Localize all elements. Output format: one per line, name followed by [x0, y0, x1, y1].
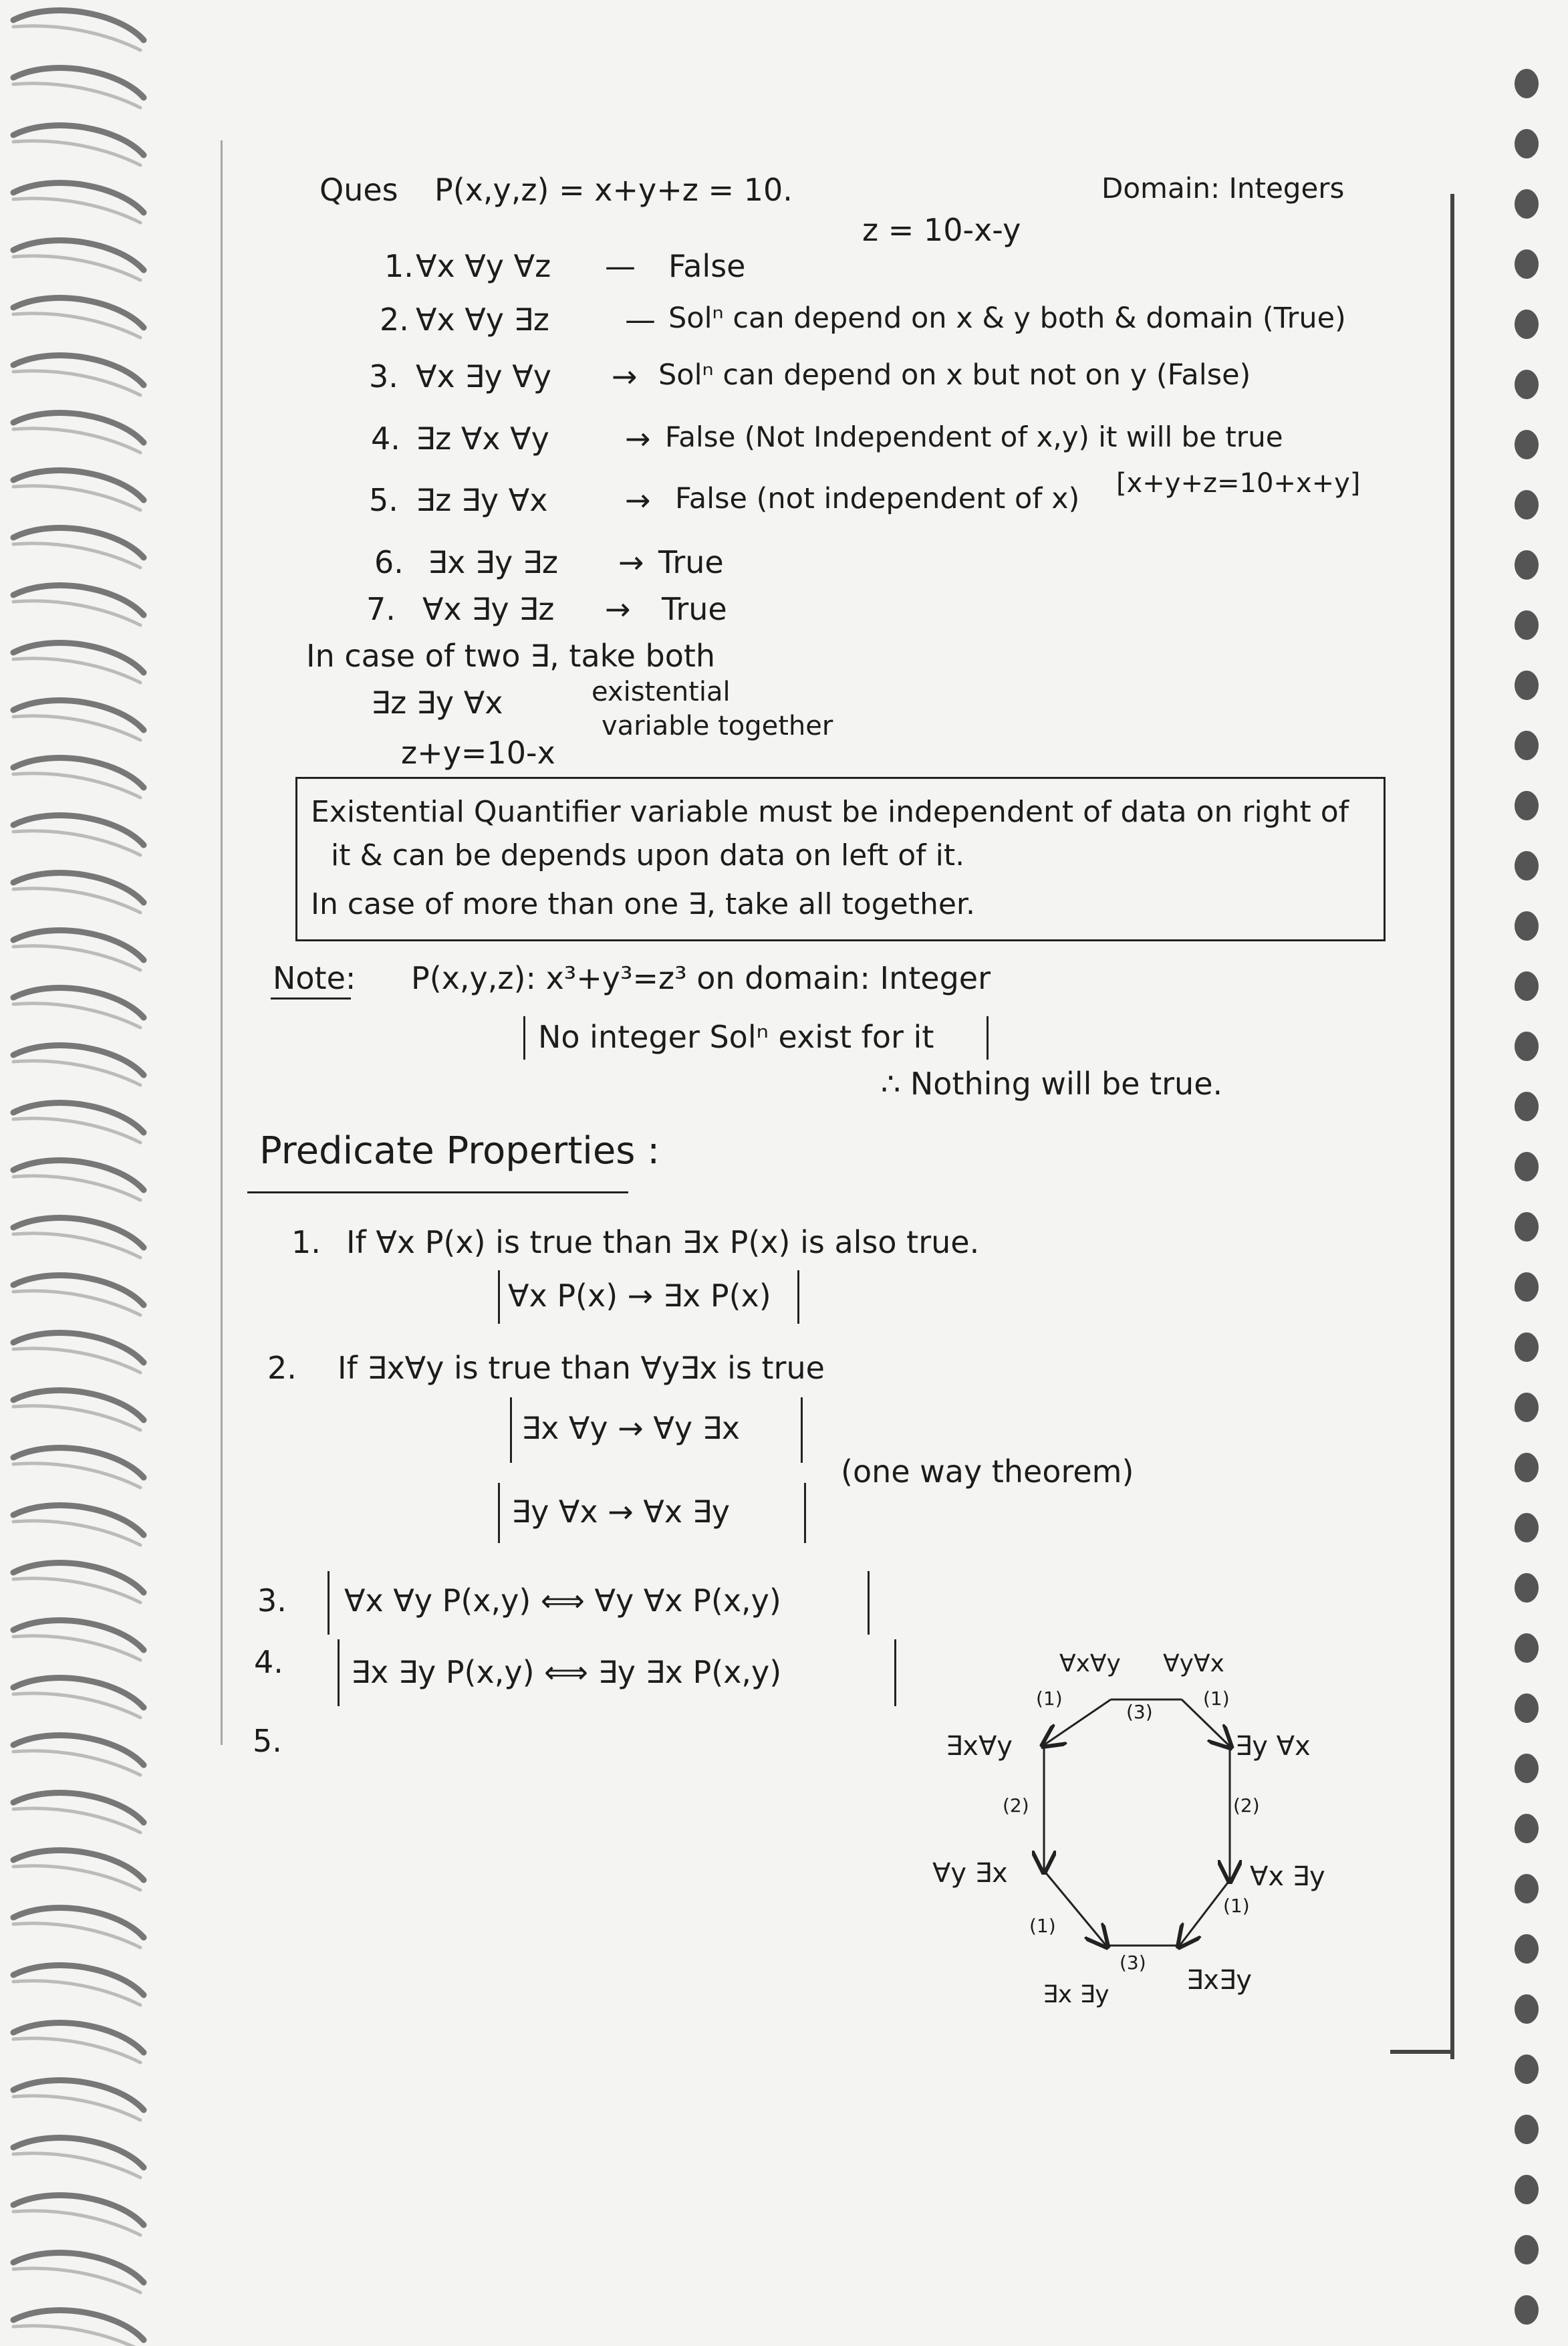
punched-hole — [1515, 1754, 1539, 1783]
punched-hole — [1515, 1814, 1539, 1843]
note-label: Note: — [273, 960, 356, 996]
spiral-coil-highlight — [13, 199, 140, 223]
edge-label: (3) — [1126, 1701, 1153, 1723]
item-number: 3. — [369, 358, 398, 394]
item-quantifiers: ∀x ∀y ∃z — [416, 302, 549, 338]
punched-holes — [1488, 0, 1568, 2346]
punched-hole — [1515, 550, 1539, 580]
punched-hole — [1515, 249, 1539, 279]
item-separator: → — [612, 358, 638, 394]
punched-hole — [1515, 1573, 1539, 1603]
punched-hole — [1515, 189, 1539, 219]
property-2-number: 2. — [267, 1350, 297, 1386]
spiral-coil-highlight — [13, 1808, 140, 1833]
spiral-coil-highlight — [13, 371, 140, 395]
spiral-coil-highlight — [13, 1521, 140, 1545]
spiral-binding — [0, 0, 154, 2346]
punched-hole — [1515, 731, 1539, 760]
case-note-line1: In case of two ∃, take both — [306, 638, 716, 674]
punched-hole — [1515, 851, 1539, 881]
item-number: 7. — [366, 591, 396, 627]
case-note-existential: existential — [592, 677, 731, 707]
punched-hole — [1515, 791, 1539, 820]
spiral-coil-highlight — [13, 1578, 140, 1603]
spiral-coil-highlight — [13, 1463, 140, 1488]
property-1-number: 1. — [291, 1224, 321, 1260]
spiral-coil-highlight — [13, 1348, 140, 1373]
node-low-left: ∀y ∃x — [932, 1858, 1008, 1889]
node-low-right: ∀x ∃y — [1250, 1861, 1325, 1892]
note-text: P(x,y,z): x³+y³=z³ on domain: Integer — [411, 960, 991, 996]
spiral-coil-highlight — [13, 1406, 140, 1430]
note-conclusion: ∴ Nothing will be true. — [881, 1066, 1223, 1102]
punched-hole — [1515, 971, 1539, 1001]
domain-label: Domain: Integers — [1101, 172, 1345, 205]
item-separator: → — [625, 421, 651, 457]
item-quantifiers: ∃z ∃y ∀x — [416, 482, 548, 518]
punched-hole — [1515, 1393, 1539, 1422]
spiral-coil-highlight — [13, 2326, 140, 2346]
node-mid-right: ∃y ∀x — [1235, 1731, 1311, 1762]
punched-hole — [1515, 1272, 1539, 1302]
punched-hole — [1515, 1934, 1539, 1964]
punched-hole — [1515, 2115, 1539, 2144]
one-way-theorem-note: (one way theorem) — [841, 1453, 1134, 1490]
spiral-coil-highlight — [13, 889, 140, 913]
punched-hole — [1515, 671, 1539, 700]
item-number: 1. — [384, 248, 414, 284]
property-4-formula: ∃x ∃y P(x,y) ⟺ ∃y ∃x P(x,y) — [351, 1654, 782, 1690]
punched-hole — [1515, 1453, 1539, 1482]
spiral-coil-highlight — [13, 2038, 140, 2063]
property-2-text: If ∃x∀y is true than ∀y∃x is true — [338, 1350, 825, 1386]
heading-underline — [247, 1191, 628, 1193]
right-margin-corner — [1390, 2050, 1454, 2054]
node-bottom-left: ∃x ∃y — [1043, 1981, 1109, 2008]
node-top-right: ∀y∀x — [1163, 1650, 1224, 1677]
item-result: Solⁿ can depend on x & y both & domain (True) — [668, 302, 1346, 335]
property-1-text: If ∀x P(x) is true than ∃x P(x) is also true. — [346, 1224, 980, 1260]
punched-hole — [1515, 2175, 1539, 2204]
item-separator: → — [618, 544, 644, 580]
case-note-equation: z+y=10-x — [401, 735, 555, 771]
spiral-coil-highlight — [13, 84, 140, 108]
property-5-number: 5. — [253, 1723, 282, 1759]
punched-hole — [1515, 1994, 1539, 2024]
item-result: False (not independent of x) — [675, 482, 1080, 515]
edge-label: (3) — [1120, 1952, 1146, 1974]
spiral-coil-highlight — [13, 1061, 140, 1085]
item-result: False (Not Independent of x,y) it will be true — [665, 421, 1283, 453]
item-number: 6. — [374, 544, 404, 580]
property-2-formula-2: ∃y ∀x → ∀x ∃y — [511, 1494, 730, 1530]
spiral-coil-highlight — [13, 486, 140, 510]
side-note: [x+y+z=10+x+y] — [1116, 468, 1361, 499]
spiral-coil-highlight — [13, 1866, 140, 1890]
punched-hole — [1515, 1633, 1539, 1663]
spiral-coil-highlight — [13, 256, 140, 280]
punched-hole — [1515, 2295, 1539, 2325]
no-solution-text: No integer Solⁿ exist for it — [538, 1019, 934, 1055]
spiral-coil-highlight — [13, 1693, 140, 1718]
punched-hole — [1515, 2055, 1539, 2084]
edge-label: (2) — [1233, 1794, 1260, 1816]
node-bottom-right: ∃x∃y — [1186, 1965, 1252, 1996]
question-statement: P(x,y,z) = x+y+z = 10. — [434, 172, 793, 208]
property-3-formula: ∀x ∀y P(x,y) ⟺ ∀y ∀x P(x,y) — [344, 1582, 781, 1619]
spiral-coil-highlight — [13, 1636, 140, 1660]
item-separator: — — [605, 248, 636, 284]
punched-hole — [1515, 1693, 1539, 1723]
spiral-coil-highlight — [13, 1176, 140, 1200]
punched-hole — [1515, 310, 1539, 339]
rule-line2: it & can be depends upon data on left of it. — [331, 838, 965, 872]
item-result: True — [658, 544, 724, 580]
item-result: True — [662, 591, 727, 627]
item-number: 5. — [369, 482, 398, 518]
spiral-coil-highlight — [13, 1291, 140, 1315]
edge-label: (2) — [1003, 1794, 1029, 1816]
item-quantifiers: ∃z ∀x ∀y — [416, 421, 549, 457]
derived-equation: z = 10-x-y — [862, 212, 1021, 248]
spiral-coil-highlight — [13, 831, 140, 855]
item-quantifiers: ∀x ∀y ∀z — [416, 248, 551, 284]
item-result: False — [668, 248, 746, 284]
spiral-coil-highlight — [13, 2211, 140, 2235]
punched-hole — [1515, 1032, 1539, 1061]
edge-label: (1) — [1036, 1687, 1063, 1710]
spiral-coil-highlight — [13, 1119, 140, 1143]
node-top-left: ∀x∀y — [1059, 1650, 1121, 1677]
spiral-coil-highlight — [13, 1923, 140, 1948]
case-note-variable: variable together — [602, 711, 833, 741]
rule-line3: In case of more than one ∃, take all together. — [311, 887, 975, 921]
item-separator: → — [605, 591, 631, 627]
case-note-quantifiers: ∃z ∃y ∀x — [371, 685, 503, 721]
spiral-coil-highlight — [13, 774, 140, 798]
spiral-coil-highlight — [13, 429, 140, 453]
spiral-coil-highlight — [13, 1751, 140, 1775]
spiral-coil-highlight — [13, 1981, 140, 2005]
property-1-formula: ∀x P(x) → ∃x P(x) — [508, 1278, 771, 1314]
punched-hole — [1515, 1513, 1539, 1542]
spiral-coil-highlight — [13, 946, 140, 970]
property-4-number: 4. — [254, 1644, 283, 1680]
spiral-coil-highlight — [13, 659, 140, 683]
spiral-coil-highlight — [13, 544, 140, 568]
punched-hole — [1515, 1332, 1539, 1362]
left-margin-line — [221, 140, 223, 1745]
property-2-formula-1: ∃x ∀y → ∀y ∃x — [521, 1410, 740, 1446]
spiral-coil-highlight — [13, 2153, 140, 2178]
spiral-coil-highlight — [13, 26, 140, 50]
spiral-coil-highlight — [13, 314, 140, 338]
quantifier-implication-diagram — [896, 1618, 1377, 2032]
item-quantifiers: ∀x ∃y ∀y — [416, 358, 551, 394]
item-number: 2. — [380, 302, 409, 338]
spiral-coil-highlight — [13, 1234, 140, 1258]
edge-low-right-to-bottom-right — [1180, 1880, 1230, 1946]
punched-hole — [1515, 129, 1539, 158]
item-separator: → — [625, 482, 651, 518]
spiral-coil-highlight — [13, 2268, 140, 2293]
item-quantifiers: ∃x ∃y ∃z — [428, 544, 559, 580]
item-separator: — — [625, 302, 656, 338]
punched-hole — [1515, 490, 1539, 519]
edge-label: (1) — [1029, 1915, 1056, 1937]
item-number: 4. — [371, 421, 400, 457]
punched-hole — [1515, 1092, 1539, 1121]
item-result: Solⁿ can depend on x but not on y (False) — [658, 358, 1251, 392]
punched-hole — [1515, 430, 1539, 459]
punched-hole — [1515, 2235, 1539, 2264]
question-label: Ques — [319, 172, 398, 208]
punched-hole — [1515, 1212, 1539, 1242]
spiral-coil-highlight — [13, 1004, 140, 1028]
spiral-coil-highlight — [13, 141, 140, 165]
punched-hole — [1515, 69, 1539, 98]
predicate-properties-heading: Predicate Properties : — [259, 1129, 660, 1173]
punched-hole — [1515, 1152, 1539, 1181]
right-margin-line — [1450, 194, 1454, 2059]
punched-hole — [1515, 370, 1539, 399]
item-quantifiers: ∀x ∃y ∃z — [422, 591, 555, 627]
spiral-coil-highlight — [13, 716, 140, 740]
punched-hole — [1515, 610, 1539, 640]
edge-label: (1) — [1203, 1687, 1230, 1710]
spiral-coil-highlight — [13, 601, 140, 625]
punched-hole — [1515, 911, 1539, 941]
property-3-number: 3. — [257, 1582, 287, 1619]
spiral-coil-highlight — [13, 2096, 140, 2120]
punched-hole — [1515, 1874, 1539, 1903]
edge-label: (1) — [1223, 1895, 1250, 1917]
note-underline — [271, 998, 351, 1000]
rule-line1: Existential Quantifier variable must be independent of data on right of — [311, 795, 1349, 829]
node-mid-left: ∃x∀y — [946, 1731, 1013, 1762]
